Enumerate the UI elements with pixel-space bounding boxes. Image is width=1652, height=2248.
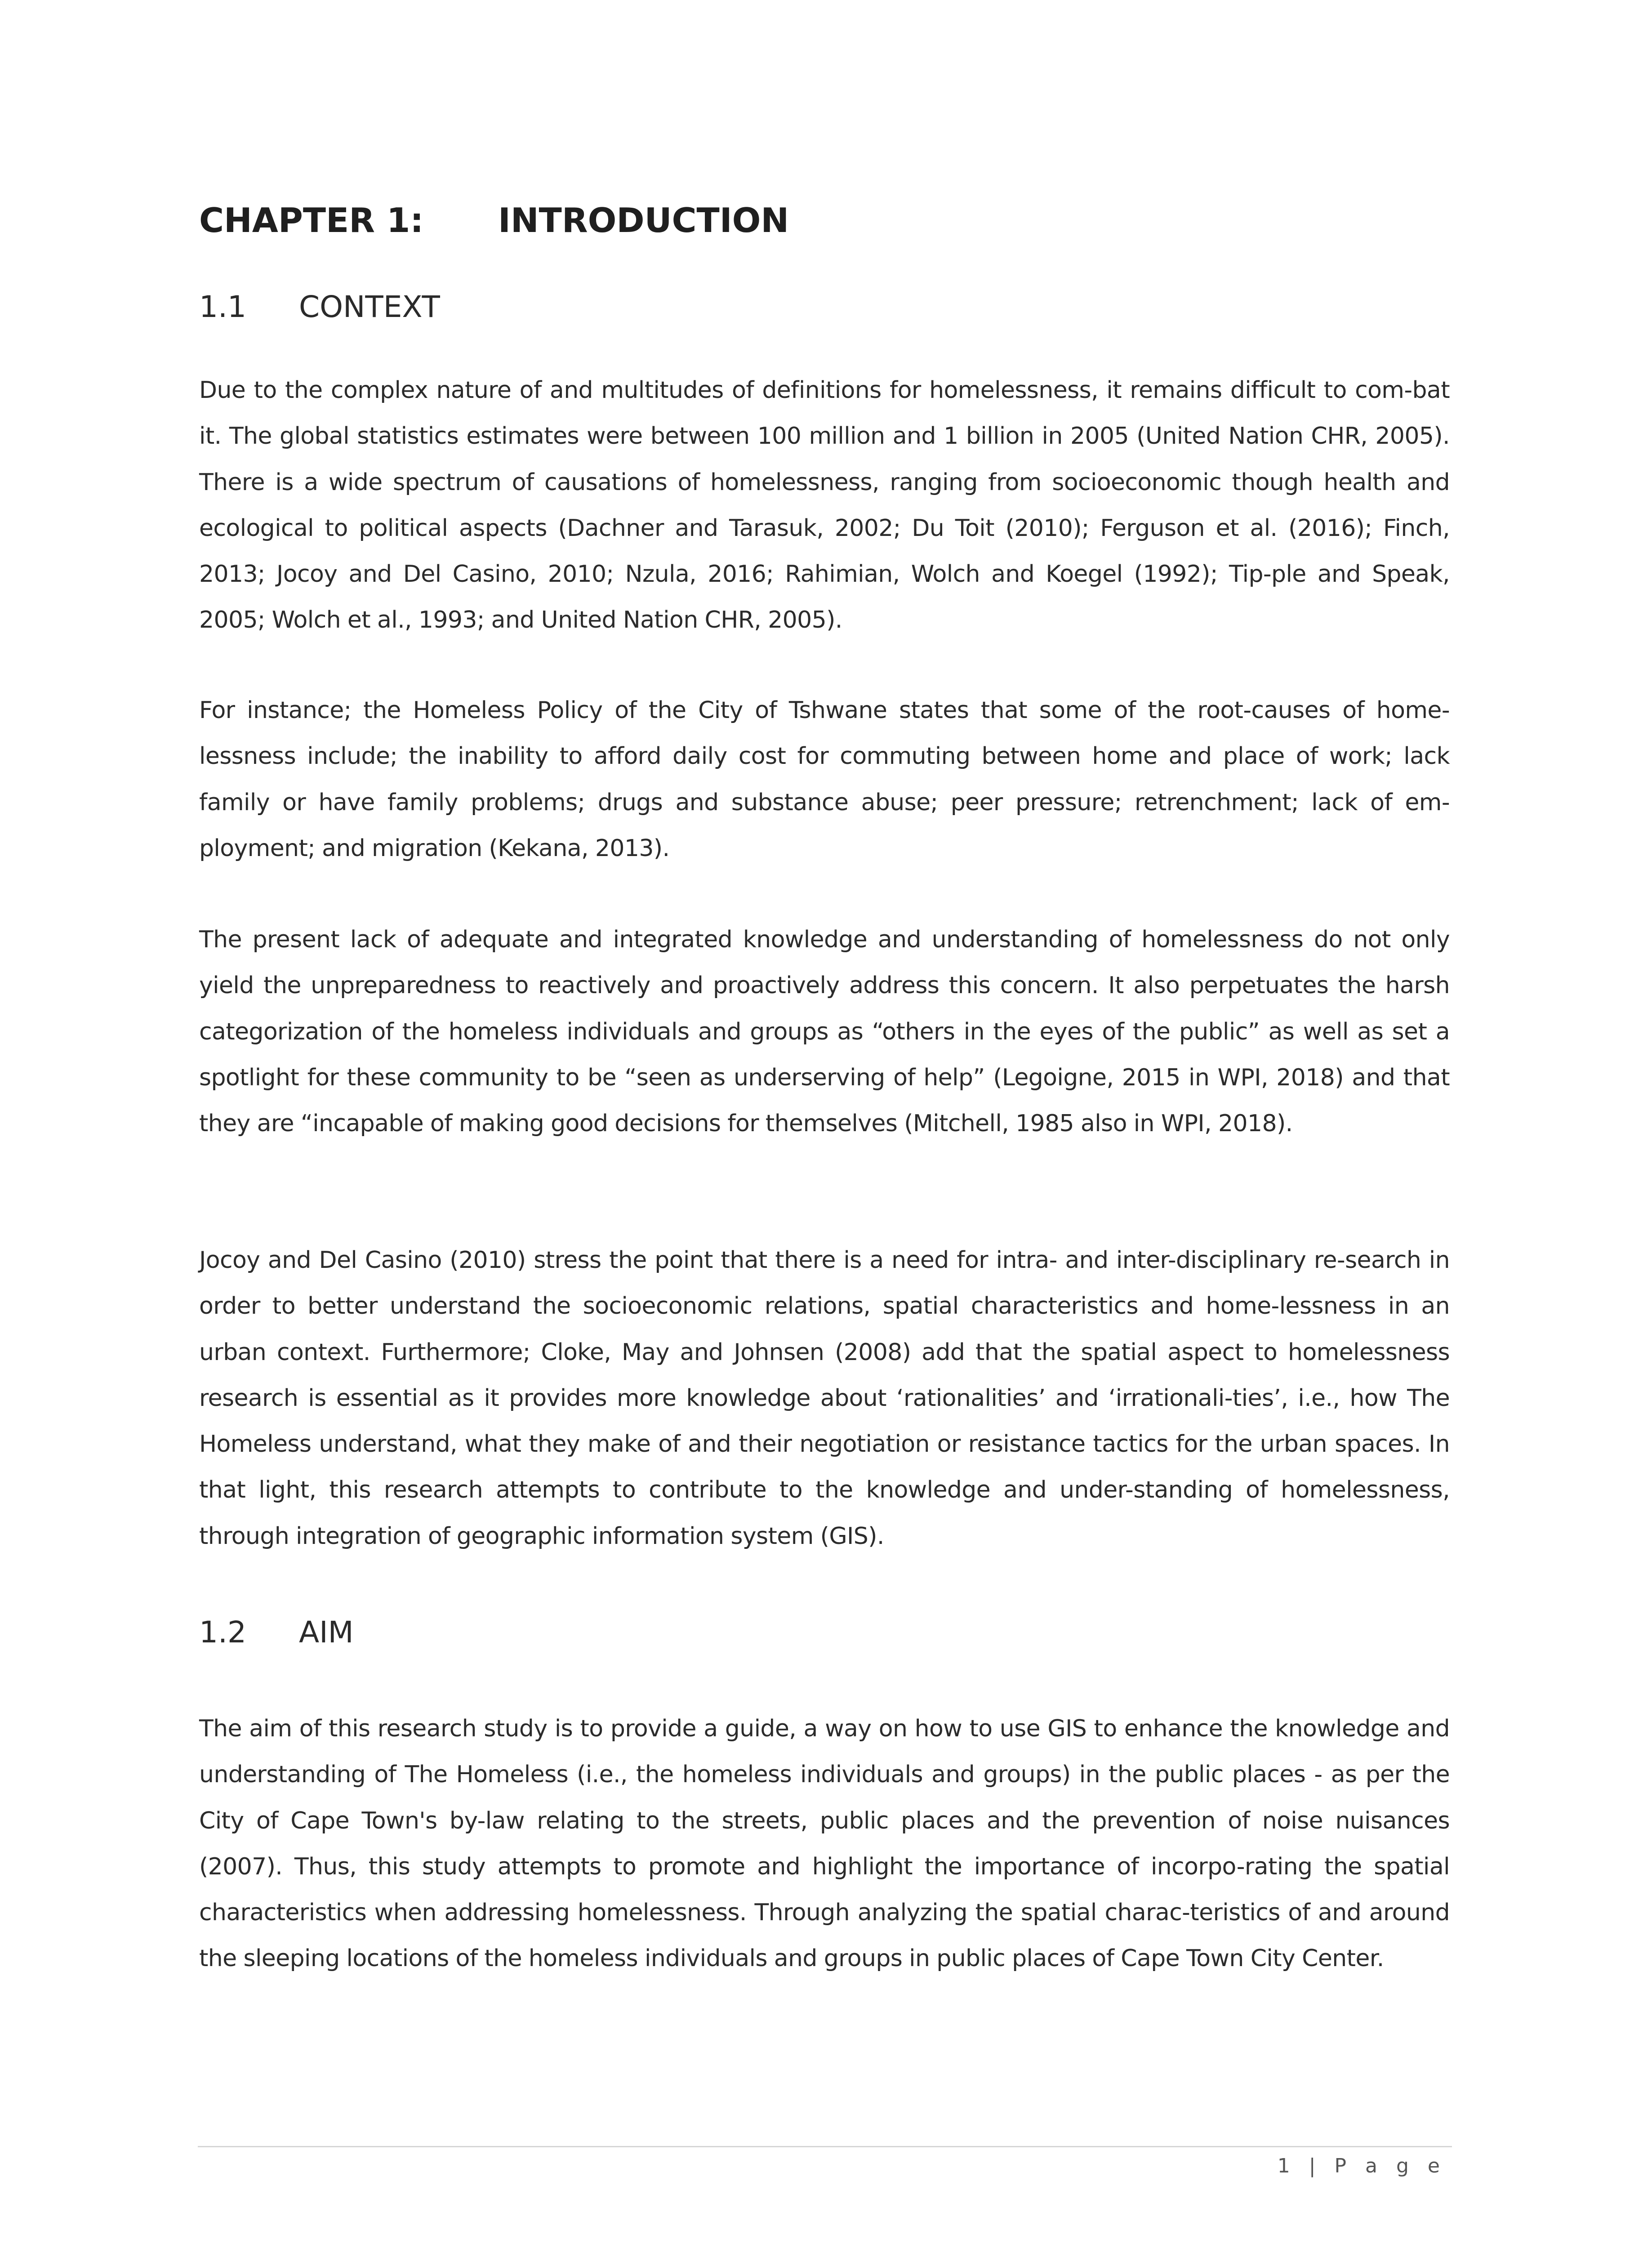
paragraph-context-1: Due to the complex nature of and multitudes of definitions for homelessness, it remains difficult to com-bat it. The global statistics estimates were between 100 million and 1 billion in 2005 (United Nation CHR, 2005). There is a wide spectrum of causations of homelessness, ranging from socioeconomic though health and ecological to political aspects (Dachner and Tarasuk, 2002; Du Toit (2010); Ferguson et al. (2016); Finch, 2013; Jocoy and Del Casino, 2010; Nzula, 2016; Rahimian, Wolch and Koegel (1992); Tip-ple and Speak, 2005; Wolch et al., 1993; and United Nation CHR, 2005). (199, 377, 1450, 634)
footer-divider (198, 2146, 1452, 2147)
chapter-title (199, 198, 789, 243)
chapter-name: INTRODUCTION (498, 201, 789, 240)
paragraph-context-2: For instance; the Homeless Policy of the City of Tshwane states that some of the root-causes of home-lessness include; the inability to afford daily cost for commuting between home and place of work; lack family or have family problems; drugs and substance abuse; peer pressure; retrenchment; lack of em-ployment; and migration (Kekana, 2013). (199, 697, 1450, 862)
paragraph-aim-1: The aim of this research study is to provide a guide, a way on how to use GIS to enhance the knowledge and understanding of The Homeless (i.e., the homeless individuals and groups) in the public places - as per the City of Cape Town's by-law relating to the streets, public places and the prevention of noise nuisances (2007). Thus, this study attempts to promote and highlight the importance of incorpo-rating the spatial characteristics when addressing homelessness. Through analyzing the spatial charac-teristics of and around the sleeping locations of the homeless individuals and groups in public places of Cape Town City Center. (199, 1715, 1450, 1972)
section-number: 1.1 (199, 290, 246, 324)
section-heading-context (199, 287, 440, 327)
page-number: 1 | P a g e (1277, 2154, 1446, 2177)
chapter-number: CHAPTER 1: (199, 201, 424, 240)
document-page (199, 0, 1450, 2248)
section-title: CONTEXT (299, 290, 440, 324)
section-title: AIM (299, 1615, 354, 1650)
paragraph-context-4: Jocoy and Del Casino (2010) stress the point that there is a need for intra- and inter-disciplinary re-search in order to better understand the socioeconomic relations, spatial characteristics and home-lessness in an urban context. Furthermore; Cloke, May and Johnsen (2008) add that the spatial aspect to homelessness research is essential as it provides more knowledge about ‘rationalities’ and ‘irrationali-ties’, i.e., how The Homeless understand, what they make of and their negotiation or resistance tactics for the urban spaces. In that light, this research attempts to contribute to the knowledge and under-standing of homelessness, through integration of geographic information system (GIS). (199, 1247, 1450, 1550)
paragraph-context-3: The present lack of adequate and integrated knowledge and understanding of homelessness do not only yield the unpreparedness to reactively and proactively address this concern. It also perpetuates the harsh categorization of the homeless individuals and groups as “others in the eyes of the public” as well as set a spotlight for these community to be “seen as underserving of help” (Legoigne, 2015 in WPI, 2018) and that they are “incapable of making good decisions for themselves (Mitchell, 1985 also in WPI, 2018). (199, 926, 1450, 1137)
section-heading-aim (199, 1612, 354, 1653)
section-number: 1.2 (199, 1615, 246, 1650)
